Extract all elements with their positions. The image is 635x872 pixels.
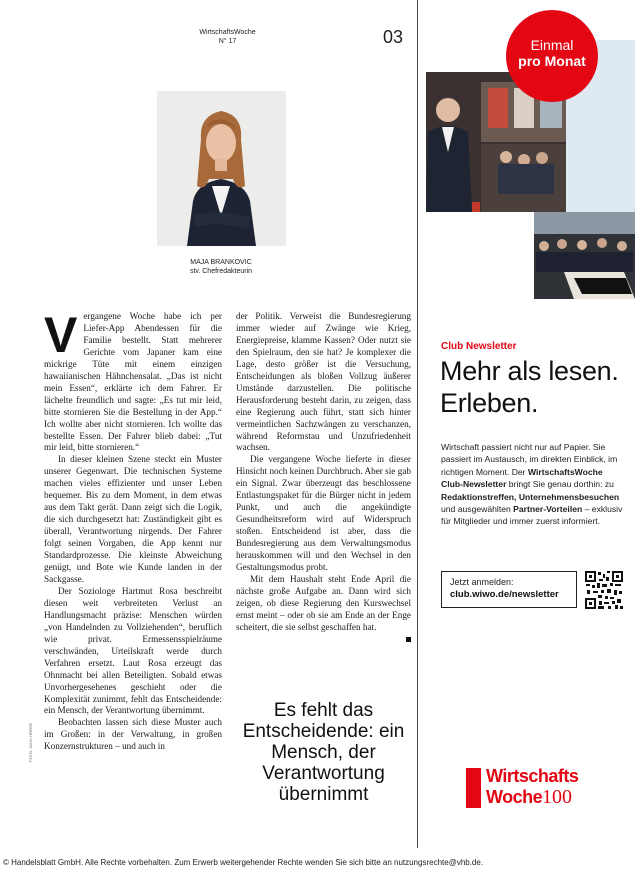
article-paragraph: ergangene Woche habe ich per Liefer-App Abendessen für die Familie bestellt. Statt mehrerer Gerichte vom Japaner kam eine mickrige Tüte mit einem einzigen hawaiianischen Hähnchensalat. „Das ist nicht mein Essen“, erklärte ich dem Fahrer. Er lächelte freundlich und sagte: „Es tut mir leid, bitte stornieren Sie die Bestellung in der App.“ Ich wollte aber nicht stornieren. Ich wollte das bestellte Essen. Der Fahrer blieb dabei: „Tut mir leid, bitte stornieren.“ <box>44 311 222 453</box>
signup-box[interactable] <box>441 571 577 608</box>
article-paragraph: Der Soziologe Hartmut Rosa beschreibt diesen weit verbreiteten Verlust an Handlungsmacht präzise: Menschen würden „von Handelnden zu Vollziehenden“, beruflich wie privat. Ermessensspielräume verschwänden, Urteilskraft werde durch Verfahren ersetzt. Laut Rosa erzeugt das Ohnmacht bei allen Beteiligten. Sobald etwas Unvorhergesehenes geschieht oder die Komplexität zunimmt, fehlt das Entscheidende: ein Mensch, der Verantwortung übernimmt. <box>44 585 222 716</box>
article-paragraph: Mit dem Haushalt steht Ende April die nächste große Aufgabe an. Dann wird sich zeigen, ob diese Regierung den Kurswechsel ernst meint – oder ob sie am Ende an der Enge scheitert, die sie selbst geschaffen hat. <box>236 573 411 632</box>
article-paragraph: Beobachten lassen sich diese Muster auch im Großen: in der Verwaltung, in großen Konzernstrukturen – und auch in <box>44 717 222 752</box>
column-divider <box>417 0 418 848</box>
signup-url-link[interactable]: club.wiwo.de/newsletter <box>450 589 559 600</box>
end-mark <box>406 637 411 642</box>
ad-headline: Mehr als lesen. Erleben. <box>440 356 619 418</box>
author-name: MAJA BRANKOVIC <box>190 259 252 266</box>
page-number: 03 <box>383 27 404 47</box>
badge-line-2: pro Monat <box>518 53 586 69</box>
article-paragraph: der Politik. Verweist die Bundesregierung immer wieder auf Zwänge wie Krieg, Energiepreise, klamme Kassen? Oder nutzt sie den Spielraum, den sie hat? Je komplexer die Lage, desto größer ist die Versuchung, Entscheidungen als bloßen Vollzug äußerer Umstände darzustellen. Die politische Herausforderung besteht darin, zu zeigen, dass eine Regierung auch führt, statt sich hinter vermeintlichen Sachzwängen zu verschanzen, während Reformstau und Unzufriedenheit wachsen. <box>236 311 411 453</box>
article-column-1 <box>44 307 222 753</box>
article-paragraph: Die vergangene Woche lieferte in dieser Hinsicht noch keinen Durchbruch. Aber sie gab ein Signal. Zwar überzeugt das beschlossene Entlastungspaket für die Bürger nicht in jedem Punkt, und auch die angekündigte Gesundheitsreform wird auf Widerspruch stoßen. Entscheidend ist aber, dass die Bundesregierung aus dem Verwaltungsmodus herauskommen will und den Wechsel in den Gestaltungsmodus probt. <box>236 454 411 573</box>
signup-label: Jetzt anmelden: <box>450 577 514 587</box>
article-column-2 <box>236 311 411 646</box>
logo-text-line-1: Wirtschafts <box>486 766 579 786</box>
club-newsletter-label: Club Newsletter <box>441 341 517 352</box>
logo-text-line-2: Woche <box>486 787 543 807</box>
frequency-badge <box>506 10 598 102</box>
ad-body-text <box>441 441 626 528</box>
ad-body-part: – exklusiv für Mitglieder und immer zuerst informiert. <box>441 504 623 527</box>
wiwo-100-logo <box>466 766 586 810</box>
author-role: stv. Chefredakteurin <box>189 268 253 275</box>
photo-credit: FOTO: JANN HÖFER <box>28 723 33 762</box>
drop-cap: V <box>44 307 78 363</box>
publication-name: WirtschaftsWoche <box>199 29 256 36</box>
ad-body-part: bringt Sie genau dorthin: zu <box>506 479 614 490</box>
ad-body-part: Wirtschaft passiert nicht nur auf Papier. Sie passiert im Austausch, im direkten Einblick, im richtigen Moment. Der <box>441 442 618 477</box>
logo-bar <box>466 768 481 808</box>
issue-number: N° 17 <box>218 38 237 45</box>
ad-body-bold: WirtschaftsWoche Club-Newsletter <box>441 466 603 490</box>
pull-quote: Es fehlt das Entscheidende: ein Mensch, der Verantwortung übernimmt <box>242 700 405 805</box>
copyright-footer: © Handelsblatt GmbH. Alle Rechte vorbehalten. Zum Erwerb weitergehender Rechte wenden Sie sich bitte an nutzungsrechte@vhb.de. <box>3 858 484 867</box>
ad-body-bold: Partner-Vorteilen <box>513 504 583 515</box>
issue-header <box>180 28 275 46</box>
ad-body-bold: Redaktionstreffen, Unternehmensbesuchen <box>441 491 620 502</box>
badge-line-1: Einmal <box>530 37 574 53</box>
portrait-caption <box>150 258 292 276</box>
author-portrait <box>157 91 286 246</box>
qr-code-icon[interactable] <box>585 571 623 609</box>
ad-body-part: und ausgewählten <box>441 504 514 515</box>
logo-100: 100 <box>542 786 572 808</box>
article-paragraph: In dieser kleinen Szene steckt ein Muster unserer Gegenwart. Die technischen Systeme machen vieles effizienter und unser Leben bequemer. Bis zu dem Moment, in dem etwas aus dem Takt gerät. Dann zeigt sich die Logik, die sich durchgesetzt hat: Zuständigkeit gibt es überall, Verantwortung nirgends. Der Fahrer folgt seinen Vorgaben, die App kennt nur Standardprozesse. Die kleinste Abweichung genügt, und Bote wie Kunde landen in der Sackgasse. <box>44 454 222 584</box>
event-photo-audience <box>534 212 635 299</box>
